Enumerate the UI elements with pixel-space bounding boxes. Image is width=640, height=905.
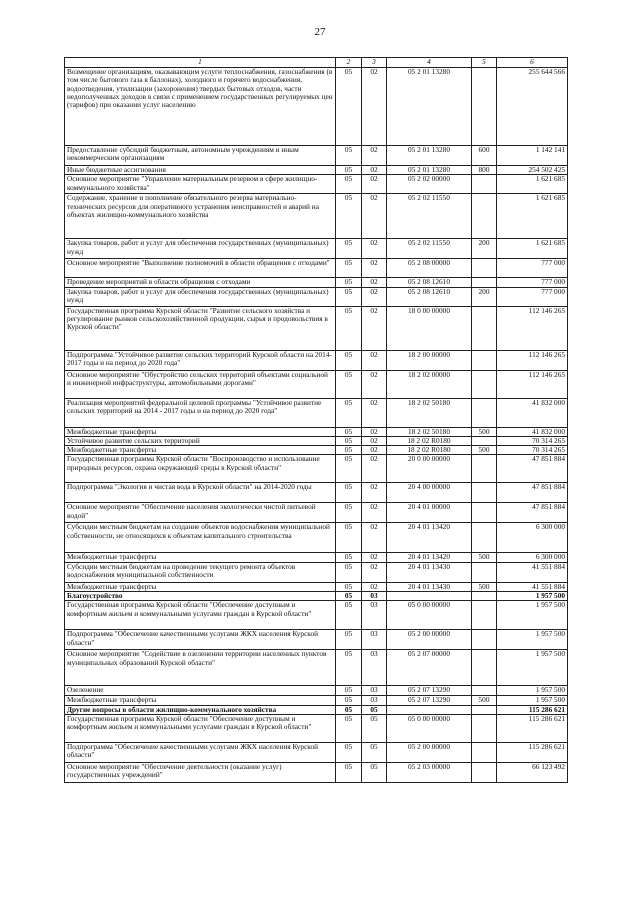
subsection-code-cell: 02 — [362, 455, 387, 483]
target-article-cell: 20 4 01 13420 — [387, 523, 472, 553]
subsection-code-cell: 02 — [362, 166, 387, 175]
table-row — [65, 762, 568, 782]
row-name-cell: Реализация мероприятий федеральной целевой программы "Устойчивое развитие сельских территорий на 2014 - 2017 годы и на период до 2020 года" — [65, 398, 336, 427]
subsection-code-cell: 05 — [362, 705, 387, 714]
subsection-code-cell: 05 — [362, 742, 387, 762]
table-row — [65, 592, 568, 601]
section-code-cell: 05 — [336, 650, 362, 686]
section-code-cell: 05 — [336, 436, 362, 445]
subsection-code-cell: 03 — [362, 686, 387, 696]
row-name-cell: Другие вопросы в области жилищно-коммунального хозяйства — [65, 705, 336, 714]
row-name-cell: Проведение мероприятий в области обращения с отходами — [65, 278, 336, 287]
row-name-cell: Межбюджетные трансферты — [65, 446, 336, 455]
subsection-code-cell: 02 — [362, 503, 387, 523]
subsection-code-cell: 02 — [362, 523, 387, 553]
amount-cell: 1 957 500 — [497, 696, 568, 705]
row-name-cell: Межбюджетные трансферты — [65, 582, 336, 591]
expense-type-cell — [472, 686, 497, 696]
subsection-code-cell: 02 — [362, 398, 387, 427]
amount-cell: 70 314 265 — [497, 436, 568, 445]
target-article-cell: 18 2 02 00000 — [387, 370, 472, 398]
row-name-cell: Межбюджетные трансферты — [65, 553, 336, 562]
table-row — [65, 455, 568, 483]
expense-type-cell — [472, 705, 497, 714]
table-row — [65, 714, 568, 742]
table-row — [65, 650, 568, 686]
target-article-cell: 18 2 02 50180 — [387, 398, 472, 427]
section-code-cell: 05 — [336, 287, 362, 306]
row-name-cell: Устойчивое развитие сельских территорий — [65, 436, 336, 445]
subsection-code-cell: 02 — [362, 259, 387, 278]
section-code-cell: 05 — [336, 350, 362, 370]
table-row — [65, 553, 568, 562]
expense-type-cell — [472, 650, 497, 686]
amount-cell: 66 123 492 — [497, 762, 568, 782]
subsection-code-cell: 02 — [362, 306, 387, 350]
amount-cell: 1 621 685 — [497, 239, 568, 259]
table-row — [65, 68, 568, 146]
subsection-code-cell: 02 — [362, 370, 387, 398]
amount-cell: 41 551 884 — [497, 582, 568, 591]
amount-cell: 112 146 265 — [497, 370, 568, 398]
subsection-code-cell: 02 — [362, 194, 387, 239]
section-code-cell: 05 — [336, 705, 362, 714]
subsection-code-cell: 02 — [362, 175, 387, 194]
subsection-code-cell: 03 — [362, 650, 387, 686]
table-row — [65, 503, 568, 523]
column-header: 1 — [65, 58, 336, 68]
amount-cell: 1 957 500 — [497, 592, 568, 601]
section-code-cell: 05 — [336, 239, 362, 259]
amount-cell: 6 300 000 — [497, 553, 568, 562]
section-code-cell: 05 — [336, 553, 362, 562]
target-article-cell: 05 2 07 13290 — [387, 686, 472, 696]
expense-type-cell: 200 — [472, 239, 497, 259]
section-code-cell: 05 — [336, 696, 362, 705]
target-article-cell: 05 0 00 00000 — [387, 714, 472, 742]
target-article-cell: 05 2 01 13280 — [387, 166, 472, 175]
table-row — [65, 562, 568, 582]
expense-type-cell — [472, 455, 497, 483]
section-code-cell: 05 — [336, 175, 362, 194]
table-row — [65, 436, 568, 445]
section-code-cell: 05 — [336, 523, 362, 553]
section-code-cell: 05 — [336, 166, 362, 175]
row-name-cell: Основное мероприятие "Обеспечение деятельности (оказание услуг) государственных учреждений" — [65, 762, 336, 782]
target-article-cell: 05 2 00 00000 — [387, 630, 472, 650]
expense-type-cell — [472, 259, 497, 278]
amount-cell: 112 146 265 — [497, 306, 568, 350]
section-code-cell: 05 — [336, 370, 362, 398]
section-code-cell: 05 — [336, 601, 362, 630]
amount-cell: 115 286 621 — [497, 742, 568, 762]
target-article-cell: 20 4 01 13430 — [387, 562, 472, 582]
section-code-cell: 05 — [336, 194, 362, 239]
expense-type-cell — [472, 601, 497, 630]
section-code-cell: 05 — [336, 455, 362, 483]
target-article-cell: 05 2 08 00000 — [387, 259, 472, 278]
target-article-cell: 18 2 02 R0180 — [387, 436, 472, 445]
table-row — [65, 287, 568, 306]
target-article-cell: 05 2 03 00000 — [387, 762, 472, 782]
subsection-code-cell: 03 — [362, 601, 387, 630]
target-article-cell: 05 2 01 13280 — [387, 146, 472, 166]
expense-type-cell — [472, 742, 497, 762]
target-article-cell: 05 2 01 13280 — [387, 68, 472, 146]
amount-cell: 777 000 — [497, 278, 568, 287]
section-code-cell: 05 — [336, 742, 362, 762]
table-row — [65, 483, 568, 503]
row-name-cell: Субсидии местным бюджетам на создание объектов водоснабжения муниципальной собственности, не относящихся к объектам капитального строительства — [65, 523, 336, 553]
row-name-cell: Иные бюджетные ассигнования — [65, 166, 336, 175]
amount-cell: 47 851 884 — [497, 455, 568, 483]
section-code-cell: 05 — [336, 630, 362, 650]
expense-type-cell — [472, 630, 497, 650]
table-row — [65, 705, 568, 714]
expense-type-cell: 600 — [472, 146, 497, 166]
expense-type-cell — [472, 483, 497, 503]
row-name-cell: Основное мероприятие "Выполнение полномочий в области обращения с отходами" — [65, 259, 336, 278]
expense-type-cell — [472, 436, 497, 445]
amount-cell: 115 286 621 — [497, 705, 568, 714]
amount-cell: 1 621 685 — [497, 194, 568, 239]
amount-cell: 6 300 000 — [497, 523, 568, 553]
table-row — [65, 146, 568, 166]
amount-cell: 47 851 884 — [497, 483, 568, 503]
row-name-cell: Возмещение организациям, оказывающим услуги теплоснабжения, газоснабжения (в том числе бытового газа в баллонах), холодного и горячего водоснабжения, водоотведения, утилизации (захоронения) твердых бытовых отходов, части недополученных доходов в связи с применением государственных регулируемых цен (тарифов) при оказании услуг населению — [65, 68, 336, 146]
target-article-cell: 05 2 02 11550 — [387, 239, 472, 259]
expense-type-cell — [472, 592, 497, 601]
expense-type-cell — [472, 175, 497, 194]
table-row — [65, 446, 568, 455]
section-code-cell: 05 — [336, 714, 362, 742]
amount-cell: 41 832 000 — [497, 398, 568, 427]
subsection-code-cell: 03 — [362, 630, 387, 650]
target-article-cell: 05 2 02 11550 — [387, 194, 472, 239]
expense-type-cell — [472, 714, 497, 742]
section-code-cell: 05 — [336, 686, 362, 696]
target-article-cell — [387, 705, 472, 714]
section-code-cell: 05 — [336, 306, 362, 350]
target-article-cell: 05 2 08 12610 — [387, 278, 472, 287]
amount-cell: 47 851 884 — [497, 503, 568, 523]
row-name-cell: Подпрограмма "Обеспечение качественными услугами ЖКХ населения Курской области" — [65, 630, 336, 650]
table-row — [65, 398, 568, 427]
target-article-cell: 05 2 02 00000 — [387, 175, 472, 194]
target-article-cell: 20 4 01 13420 — [387, 553, 472, 562]
expense-type-cell: 500 — [472, 582, 497, 591]
expense-type-cell — [472, 503, 497, 523]
budget-table — [64, 57, 568, 783]
amount-cell: 777 000 — [497, 259, 568, 278]
expense-type-cell: 200 — [472, 287, 497, 306]
subsection-code-cell: 02 — [362, 436, 387, 445]
expense-type-cell — [472, 762, 497, 782]
row-name-cell: Предоставление субсидий бюджетным, автономным учреждениям и иным некоммерческим организациям — [65, 146, 336, 166]
subsection-code-cell: 02 — [362, 427, 387, 436]
target-article-cell: 05 2 08 12610 — [387, 287, 472, 306]
amount-cell: 254 502 425 — [497, 166, 568, 175]
row-name-cell: Государственная программа Курской области "Развитие сельского хозяйства и регулирование рынков сельскохозяйственной продукции, сырья и продовольствия в Курской области" — [65, 306, 336, 350]
row-name-cell: Основное мероприятие "Обустройство сельских территорий объектами социальной и инженерной инфраструктуры, автомобильными дорогами" — [65, 370, 336, 398]
expense-type-cell — [472, 523, 497, 553]
row-name-cell: Межбюджетные трансферты — [65, 696, 336, 705]
table-row — [65, 686, 568, 696]
expense-type-cell — [472, 350, 497, 370]
expense-type-cell — [472, 306, 497, 350]
expense-type-cell — [472, 278, 497, 287]
amount-cell: 255 644 566 — [497, 68, 568, 146]
expense-type-cell — [472, 562, 497, 582]
subsection-code-cell: 02 — [362, 582, 387, 591]
amount-cell: 1 621 685 — [497, 175, 568, 194]
amount-cell: 777 000 — [497, 287, 568, 306]
table-row — [65, 350, 568, 370]
subsection-code-cell: 02 — [362, 553, 387, 562]
subsection-code-cell: 02 — [362, 68, 387, 146]
expense-type-cell — [472, 194, 497, 239]
subsection-code-cell: 02 — [362, 239, 387, 259]
table-header-row — [65, 58, 568, 68]
subsection-code-cell: 02 — [362, 350, 387, 370]
amount-cell: 112 146 265 — [497, 350, 568, 370]
table-row — [65, 306, 568, 350]
amount-cell: 41 832 000 — [497, 427, 568, 436]
table-row — [65, 370, 568, 398]
subsection-code-cell: 02 — [362, 446, 387, 455]
row-name-cell: Подпрограмма "Устойчивое развитие сельских территорий Курской области на 2014-2017 годы и на период до 2020 года" — [65, 350, 336, 370]
expense-type-cell — [472, 370, 497, 398]
row-name-cell: Субсидии местным бюджетам на проведение текущего ремонта объектов водоснабжения муниципальной собственности — [65, 562, 336, 582]
table-row — [65, 259, 568, 278]
table-row — [65, 696, 568, 705]
subsection-code-cell: 03 — [362, 696, 387, 705]
amount-cell: 41 551 884 — [497, 562, 568, 582]
table-row — [65, 582, 568, 591]
table-row — [65, 523, 568, 553]
row-name-cell: Содержание, хранение и пополнение обязательного резерва материально-технических ресурсов для оперативного устранения неисправностей и аварий на объектах жилищно-коммунального хозяйства — [65, 194, 336, 239]
expense-type-cell: 500 — [472, 696, 497, 705]
section-code-cell: 05 — [336, 562, 362, 582]
section-code-cell: 05 — [336, 483, 362, 503]
amount-cell: 1 957 500 — [497, 650, 568, 686]
row-name-cell: Межбюджетные трансферты — [65, 427, 336, 436]
table-row — [65, 278, 568, 287]
expense-type-cell: 500 — [472, 553, 497, 562]
section-code-cell: 05 — [336, 427, 362, 436]
section-code-cell: 05 — [336, 278, 362, 287]
row-name-cell: Закупка товаров, работ и услуг для обеспечения государственных (муниципальных) нужд — [65, 239, 336, 259]
amount-cell: 115 286 621 — [497, 714, 568, 742]
row-name-cell: Озеленение — [65, 686, 336, 696]
table-row — [65, 427, 568, 436]
target-article-cell: 20 4 00 00000 — [387, 483, 472, 503]
amount-cell: 1 957 500 — [497, 630, 568, 650]
section-code-cell: 05 — [336, 398, 362, 427]
section-code-cell: 05 — [336, 503, 362, 523]
section-code-cell: 05 — [336, 259, 362, 278]
subsection-code-cell: 02 — [362, 287, 387, 306]
row-name-cell: Государственная программа Курской области "Обеспечение доступным и комфортным жильем и коммунальными услугами граждан в Курской области" — [65, 714, 336, 742]
row-name-cell: Государственная программа Курской области "Воспроизводство и использование природных ресурсов, охрана окружающей среды в Курской области" — [65, 455, 336, 483]
subsection-code-cell: 05 — [362, 714, 387, 742]
target-article-cell: 18 2 00 00000 — [387, 350, 472, 370]
target-article-cell: 18 2 02 50180 — [387, 427, 472, 436]
row-name-cell: Основное мероприятие "Обеспечение населения экологически чистой питьевой водой" — [65, 503, 336, 523]
section-code-cell: 05 — [336, 592, 362, 601]
target-article-cell: 20 4 01 13430 — [387, 582, 472, 591]
row-name-cell: Благоустройство — [65, 592, 336, 601]
subsection-code-cell: 03 — [362, 592, 387, 601]
expense-type-cell: 500 — [472, 427, 497, 436]
section-code-cell: 05 — [336, 68, 362, 146]
amount-cell: 1 957 500 — [497, 686, 568, 696]
page-number: 27 — [314, 26, 326, 38]
column-header: 6 — [497, 58, 568, 68]
amount-cell: 70 314 265 — [497, 446, 568, 455]
row-name-cell: Подпрограмма "Экология и чистая вода в Курской области" на 2014-2020 годы — [65, 483, 336, 503]
expense-type-cell — [472, 398, 497, 427]
target-article-cell: 18 0 00 00000 — [387, 306, 472, 350]
target-article-cell: 20 0 00 00000 — [387, 455, 472, 483]
target-article-cell: 05 2 07 13290 — [387, 696, 472, 705]
target-article-cell: 18 2 02 R0180 — [387, 446, 472, 455]
table-row — [65, 630, 568, 650]
row-name-cell: Основное мероприятие "Содействие в озеленении территории населенных пунктов муниципальных образований Курской области" — [65, 650, 336, 686]
subsection-code-cell: 02 — [362, 562, 387, 582]
column-header: 5 — [472, 58, 497, 68]
target-article-cell — [387, 592, 472, 601]
column-header: 2 — [336, 58, 362, 68]
row-name-cell: Основное мероприятие "Управление материальным резервом в сфере жилищно-коммунального хозяйства" — [65, 175, 336, 194]
subsection-code-cell: 02 — [362, 483, 387, 503]
target-article-cell: 20 4 01 00000 — [387, 503, 472, 523]
subsection-code-cell: 05 — [362, 762, 387, 782]
table-row — [65, 239, 568, 259]
section-code-cell: 05 — [336, 146, 362, 166]
expense-type-cell — [472, 68, 497, 146]
row-name-cell: Закупка товаров, работ и услуг для обеспечения государственных (муниципальных) нужд — [65, 287, 336, 306]
subsection-code-cell: 02 — [362, 278, 387, 287]
table-row — [65, 175, 568, 194]
row-name-cell: Государственная программа Курской области "Обеспечение доступным и комфортным жильем и коммунальными услугами граждан в Курской области" — [65, 601, 336, 630]
section-code-cell: 05 — [336, 446, 362, 455]
column-header: 4 — [387, 58, 472, 68]
subsection-code-cell: 02 — [362, 146, 387, 166]
table-row — [65, 166, 568, 175]
target-article-cell: 05 2 00 00000 — [387, 742, 472, 762]
section-code-cell: 05 — [336, 762, 362, 782]
target-article-cell: 05 0 00 00000 — [387, 601, 472, 630]
table-row — [65, 742, 568, 762]
section-code-cell: 05 — [336, 582, 362, 591]
target-article-cell: 05 2 07 00000 — [387, 650, 472, 686]
column-header: 3 — [362, 58, 387, 68]
table-row — [65, 601, 568, 630]
amount-cell: 1 957 500 — [497, 601, 568, 630]
amount-cell: 1 142 141 — [497, 146, 568, 166]
table-row — [65, 194, 568, 239]
expense-type-cell: 500 — [472, 446, 497, 455]
expense-type-cell: 800 — [472, 166, 497, 175]
row-name-cell: Подпрограмма "Обеспечение качественными услугами ЖКХ населения Курской области" — [65, 742, 336, 762]
